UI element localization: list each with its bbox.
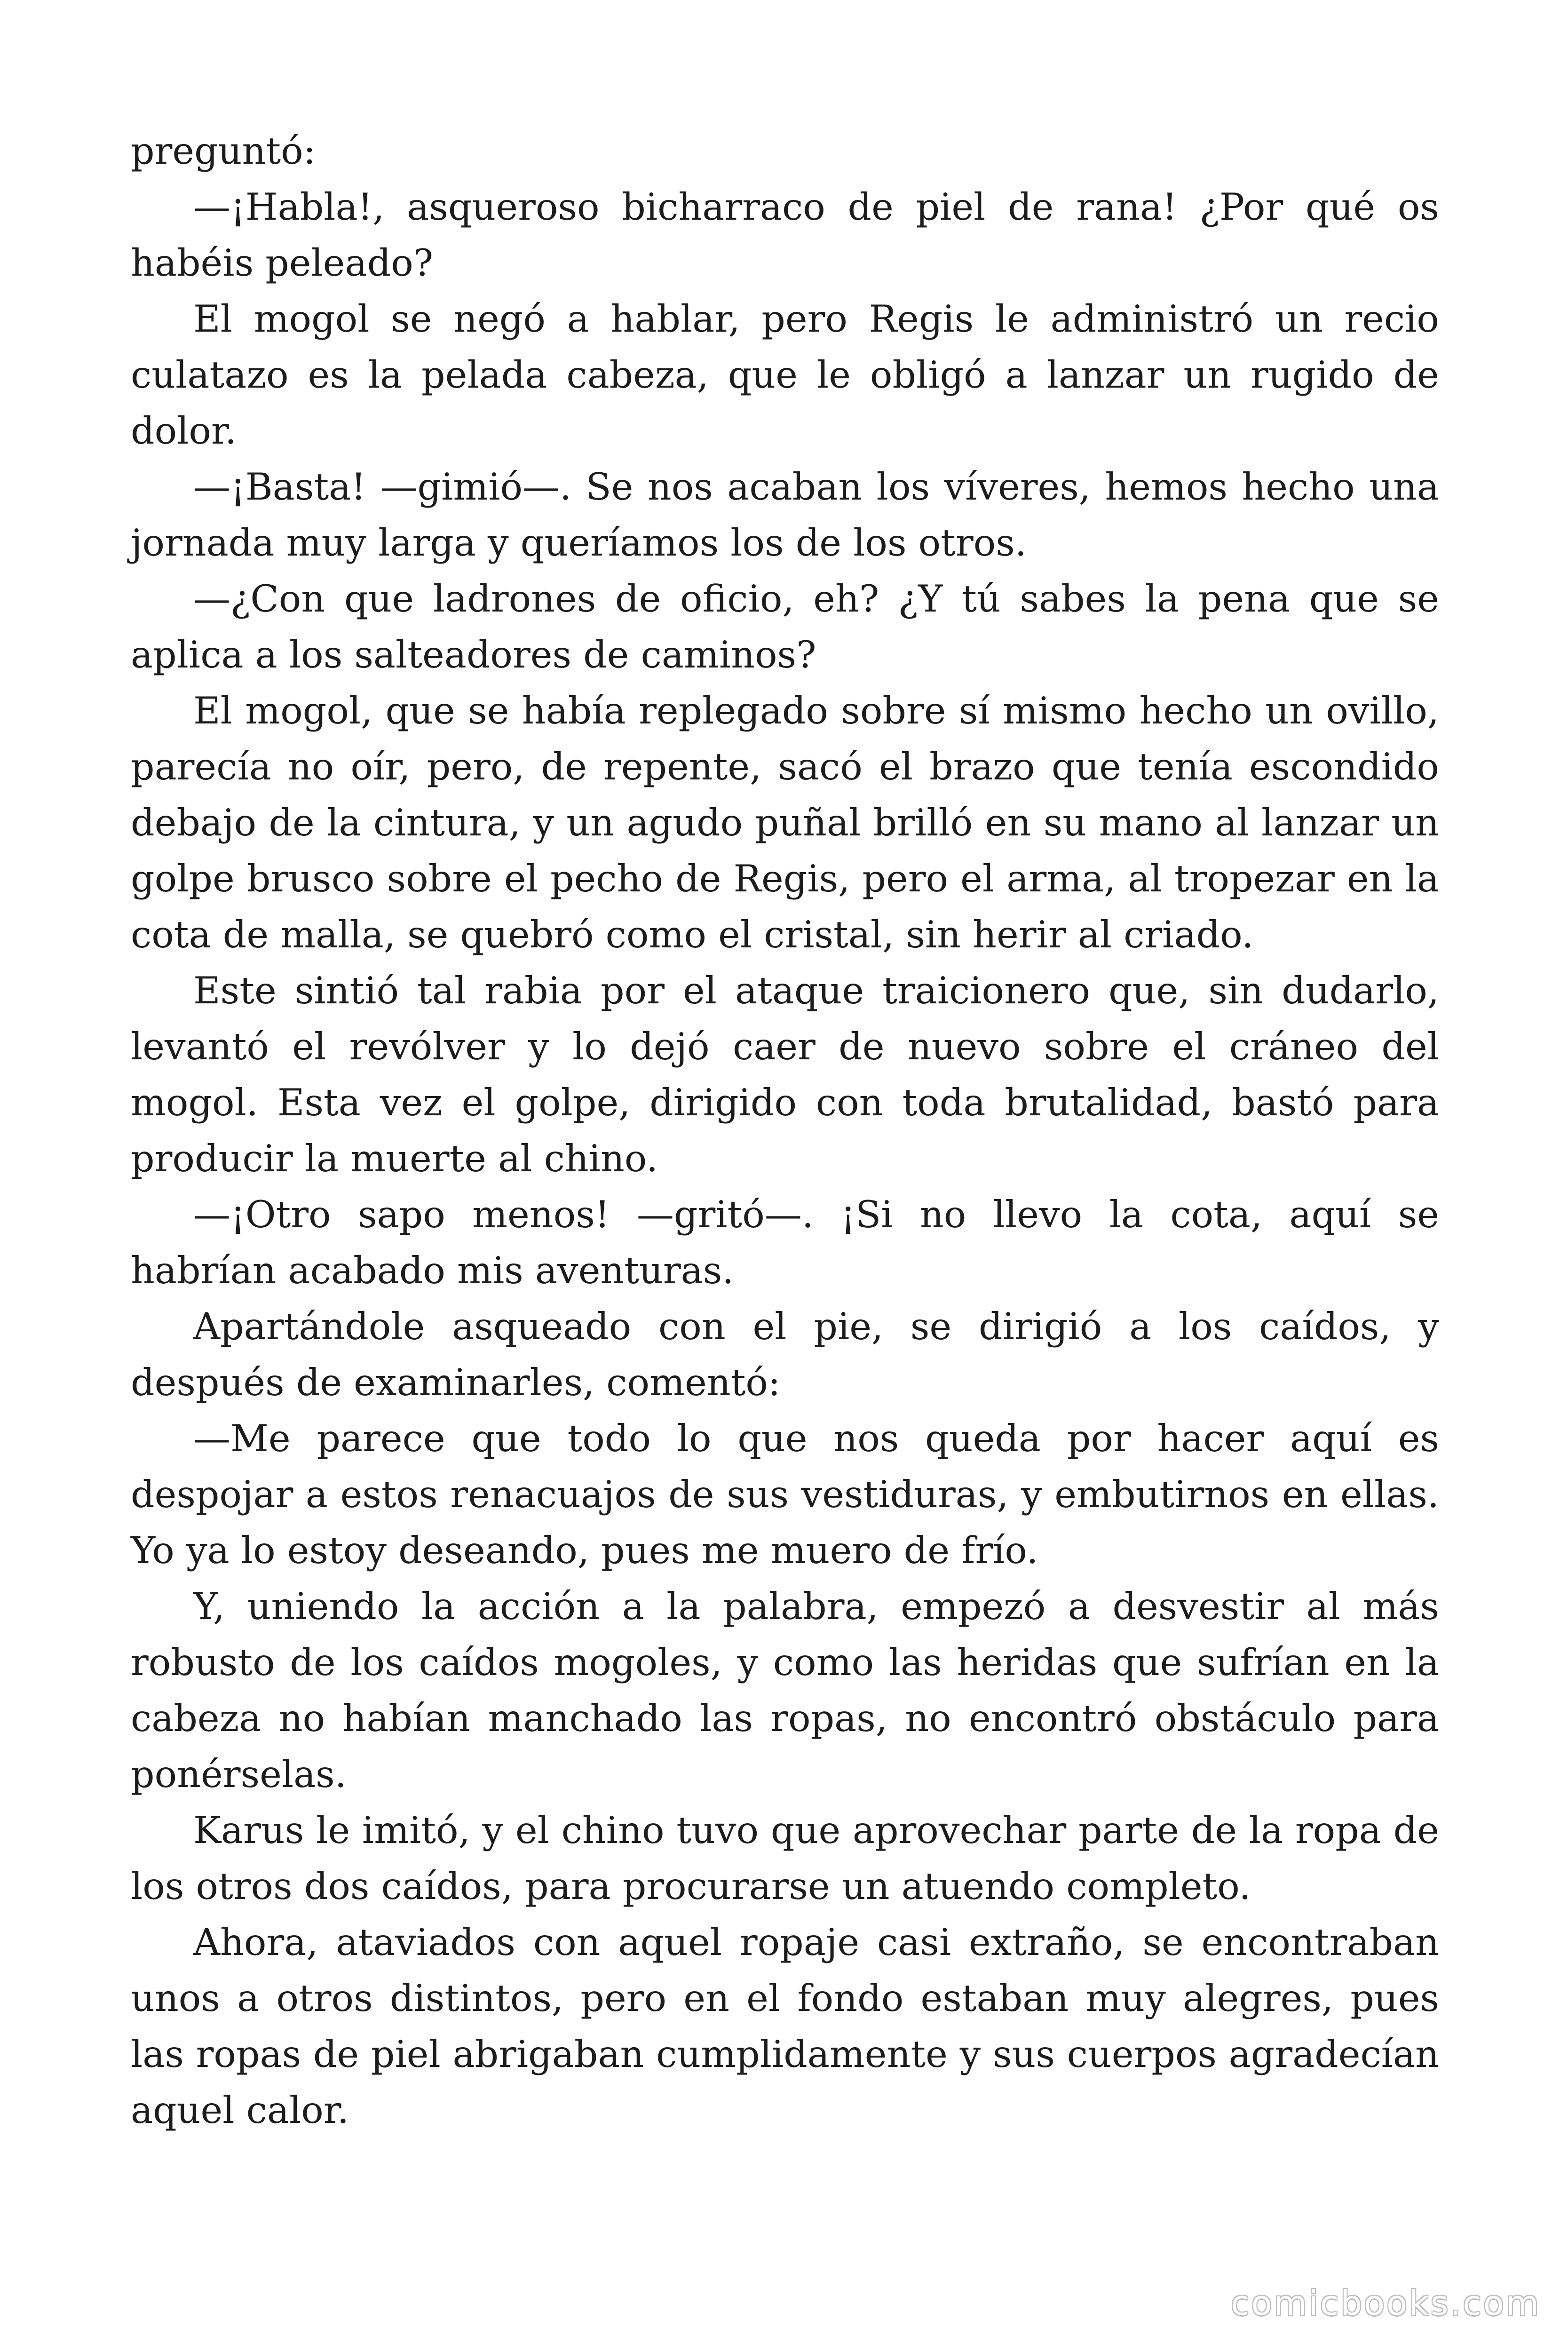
paragraph: Karus le imitó, y el chino tuvo que aprovechar parte de la ropa de los otros dos caídos, para procurarse un atuendo completo. (131, 1809, 1439, 1908)
body-text (131, 123, 1439, 2138)
paragraph: —¡Basta! —gimió—. Se nos acaban los víveres, hemos hecho una jornada muy larga y queríamos los de los otros. (131, 465, 1439, 564)
paragraph: —¿Con que ladrones de oficio, eh? ¿Y tú sabes la pena que se aplica a los salteadores de caminos? (131, 577, 1439, 676)
paragraph: El mogol se negó a hablar, pero Regis le administró un recio culatazo es la pelada cabeza, que le obligó a lanzar un rugido de dolor. (131, 297, 1439, 453)
paragraph: Este sintió tal rabia por el ataque traicionero que, sin dudarlo, levantó el revólver y lo dejó caer de nuevo sobre el cráneo del mogol. Esta vez el golpe, dirigido con toda brutalidad, bastó para producir la muerte al chino. (131, 969, 1439, 1180)
paragraph: Apartándole asqueado con el pie, se dirigió a los caídos, y después de examinarles, comentó: (131, 1305, 1439, 1404)
paragraph: Ahora, ataviados con aquel ropaje casi extraño, se encontraban unos a otros distintos, pero en el fondo estaban muy alegres, pues las ropas de piel abrigaban cumplidamente y sus cuerpos agradecían aquel calor. (131, 1921, 1439, 2132)
paragraph: Y, uniendo la acción a la palabra, empezó a desvestir al más robusto de los caídos mogoles, y como las heridas que sufrían en la cabeza no habían manchado las ropas, no encontró obstáculo para ponérselas. (131, 1585, 1439, 1796)
paragraph-continuation: preguntó: (131, 129, 316, 173)
paragraph: —¡Habla!, asqueroso bicharraco de piel de rana! ¿Por qué os habéis peleado? (131, 185, 1439, 285)
paragraph: —¡Otro sapo menos! —gritó—. ¡Si no llevo la cota, aquí se habrían acabado mis aventuras. (131, 1193, 1439, 1292)
watermark: comicbooks.com (1230, 2283, 1541, 2323)
paragraph: —Me parece que todo lo que nos queda por hacer aquí es despojar a estos renacuajos de sus vestiduras, y embutirnos en ellas. Yo ya lo estoy deseando, pues me muero de frío. (131, 1417, 1439, 1572)
paragraph: El mogol, que se había replegado sobre sí mismo hecho un ovillo, parecía no oír, pero, de repente, sacó el brazo que tenía escondido debajo de la cintura, y un agudo puñal brilló en su mano al lanzar un golpe brusco sobre el pecho de Regis, pero el arma, al tropezar en la cota de malla, se quebró como el cristal, sin herir al criado. (131, 689, 1439, 956)
